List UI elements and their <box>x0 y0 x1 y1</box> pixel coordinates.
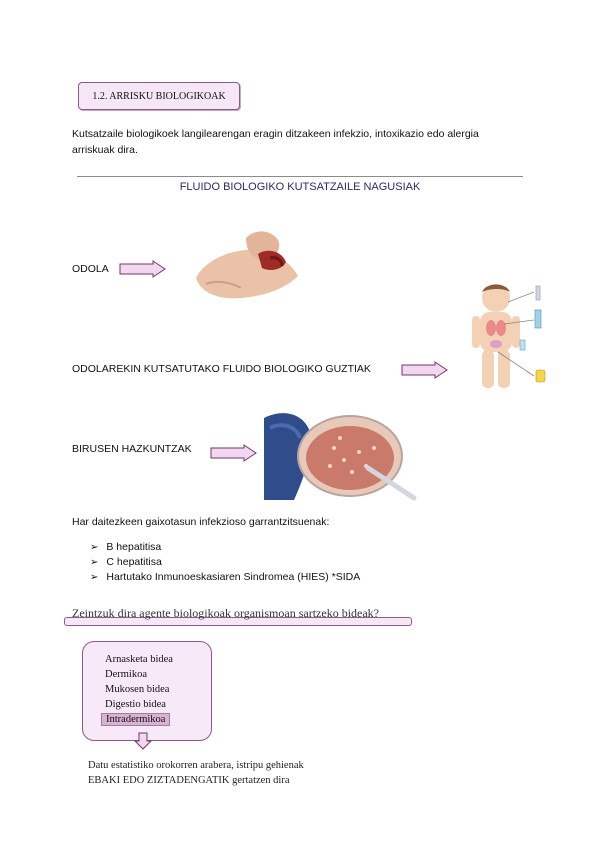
arrow-right-icon <box>210 444 258 462</box>
list-item: Digestio bidea <box>105 699 166 710</box>
list-item: ➢ C hepatitisa <box>90 555 360 570</box>
arrow-down-icon <box>134 732 152 750</box>
highlighted-route: Intradermikoa <box>101 713 170 726</box>
list-item: ➢ B hepatitisa <box>90 540 360 555</box>
footnote-line-1: Datu estatistiko orokorren arabera, istripu gehienak <box>88 760 304 771</box>
section-title: 1.2. ARRISKU BIOLOGIKOAK <box>92 90 226 102</box>
petri-dish-image <box>264 408 424 504</box>
question-text: Zeintzuk dira agente biologikoak organismoan sartzeko bideak? <box>72 606 380 620</box>
entry-routes-box <box>82 641 212 741</box>
fluid-label-contaminated-fluids: ODOLAREKIN KUTSATUTAKO FLUIDO BIOLOGIKO GUZTIAK <box>72 363 371 375</box>
main-heading: FLUIDO BIOLOGIKO KUTSATZAILE NAGUSIAK <box>179 181 421 193</box>
footnote <box>88 758 304 788</box>
disease-list <box>90 540 360 585</box>
intro-paragraph: Kutsatzaile biologikoek langilearengan eragin ditzakeen infekzio, intoxikazio edo alergia arriskuak dira. <box>72 128 479 156</box>
entry-routes-list <box>105 652 173 727</box>
footnote-line-2: EBAKI EDO ZIZTADENGATIK gertatzen dira <box>88 775 290 786</box>
list-item: ➢ Hartutako Inmunoeskasiaren Sindromea (HIES) *SIDA <box>90 570 360 585</box>
list-item: Dermikoa <box>105 669 147 680</box>
fluid-label-blood: ODOLA <box>72 263 109 275</box>
child-fluids-illustration <box>464 280 550 392</box>
arrow-right-icon <box>119 260 167 278</box>
fluid-label-virus-cultures: BIRUSEN HAZKUNTZAK <box>72 443 192 455</box>
list-item <box>105 712 173 727</box>
list-item: Mukosen bidea <box>105 684 170 695</box>
list-item: Arnasketa bidea <box>105 654 173 665</box>
diseases-intro: Har daitezkeen gaixotasun infekzioso garrantzitsuenak: <box>72 516 330 528</box>
section-title-box <box>78 82 240 110</box>
bleeding-hand-image <box>186 218 304 302</box>
divider <box>77 176 523 177</box>
arrow-right-icon <box>401 361 449 379</box>
